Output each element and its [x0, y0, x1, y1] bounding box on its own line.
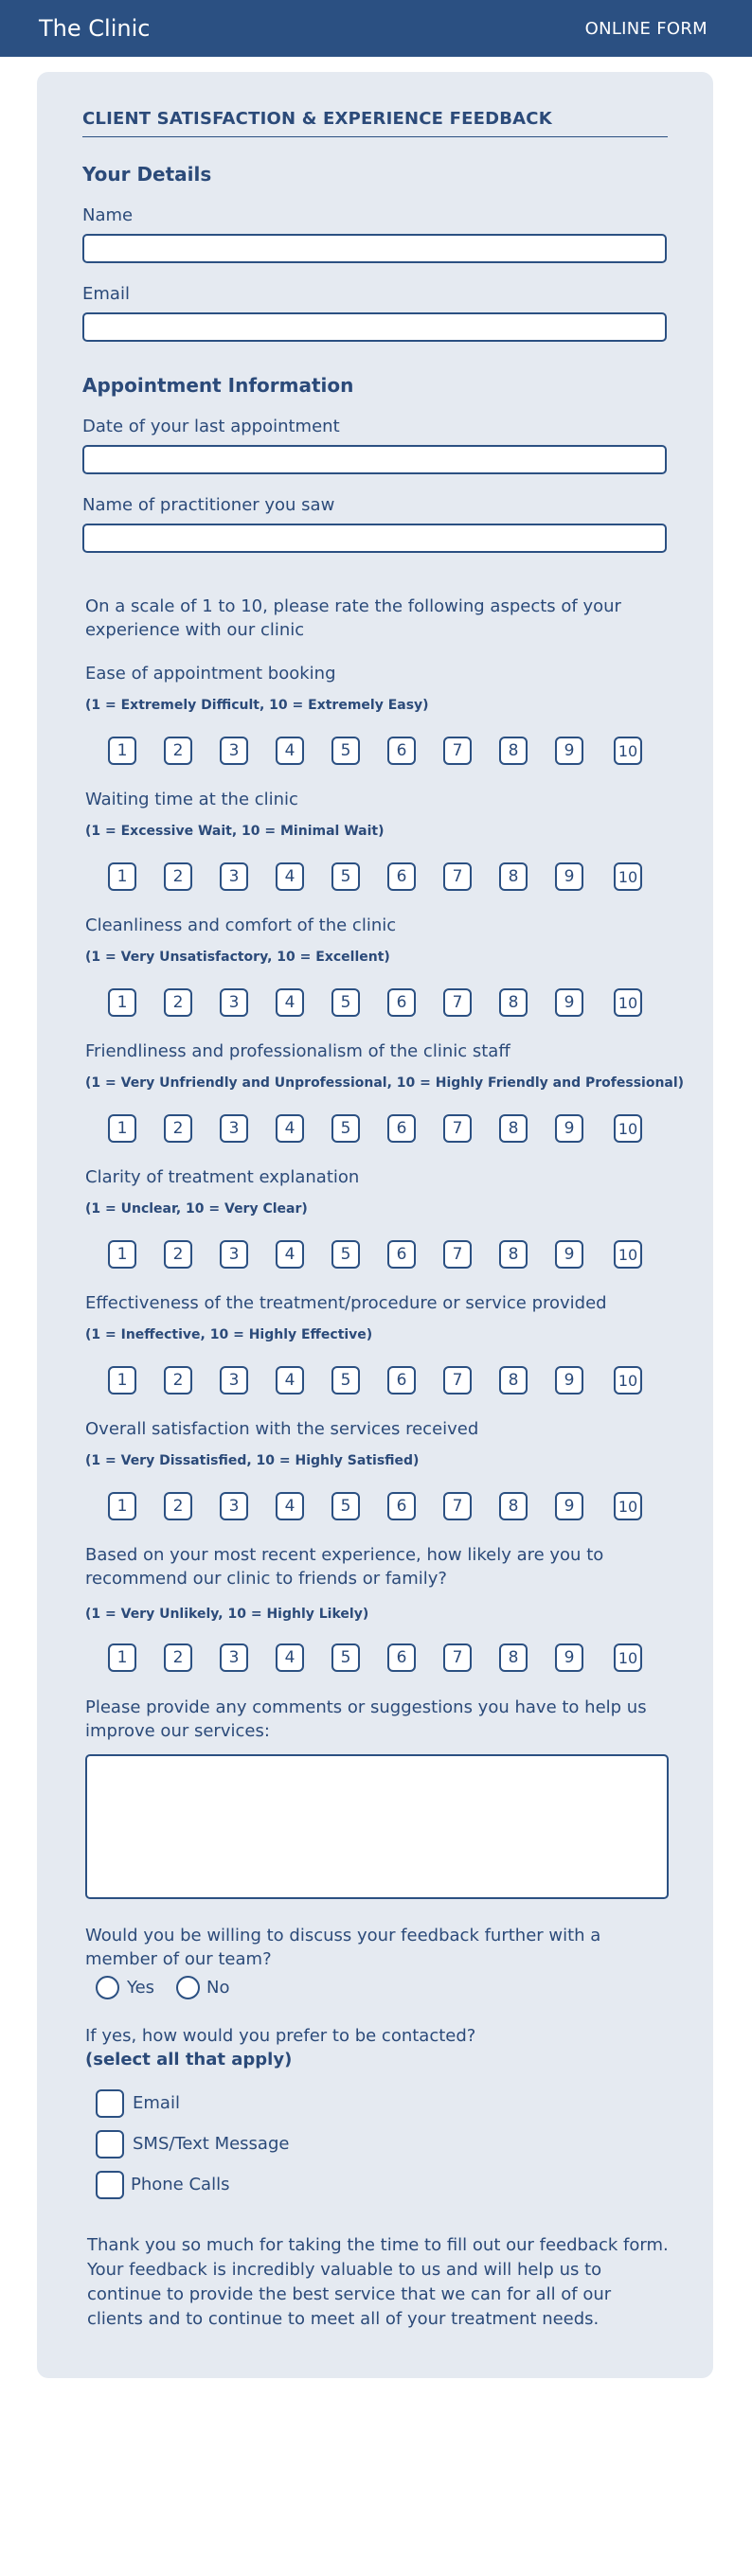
rating-option-9[interactable]: 9 [555, 1492, 583, 1520]
rating-option-5[interactable]: 5 [331, 1114, 360, 1143]
rating-row [108, 1492, 648, 1520]
rating-option-4[interactable]: 4 [276, 988, 304, 1017]
rating-option-1[interactable]: 1 [108, 737, 136, 765]
rating-option-4[interactable]: 4 [276, 737, 304, 765]
rating-row [108, 1366, 648, 1395]
rating-option-6[interactable]: 6 [387, 1492, 416, 1520]
rating-option-1[interactable]: 1 [108, 1366, 136, 1395]
rating-question-label: Clarity of treatment explanation [85, 1167, 360, 1187]
rating-question-label: Overall satisfaction with the services received [85, 1419, 479, 1439]
rating-option-6[interactable]: 6 [387, 1366, 416, 1395]
comments-textarea[interactable] [85, 1754, 669, 1899]
rating-option-9[interactable]: 9 [555, 1114, 583, 1143]
rating-option-3[interactable]: 3 [220, 1492, 248, 1520]
rating-row [108, 988, 648, 1017]
rating-option-7[interactable]: 7 [443, 862, 472, 891]
rating-option-6[interactable]: 6 [387, 1114, 416, 1143]
rating-question-label: Based on your most recent experience, how likely are you to recommend our clinic to friends or family? [85, 1545, 604, 1589]
rating-row [108, 1240, 648, 1269]
contact-phone-checkbox[interactable] [96, 2171, 124, 2199]
rating-option-4[interactable]: 4 [276, 1643, 304, 1672]
rating-option-4[interactable]: 4 [276, 1114, 304, 1143]
rating-option-8[interactable]: 8 [499, 1492, 528, 1520]
rating-option-2[interactable]: 2 [164, 1366, 192, 1395]
rating-option-4[interactable]: 4 [276, 862, 304, 891]
rating-scale-hint: (1 = Extremely Difficult, 10 = Extremely Easy) [85, 698, 429, 713]
email-field[interactable] [82, 312, 667, 342]
appointment-heading: Appointment Information [82, 374, 354, 397]
contact-phone-label: Phone Calls [131, 2175, 230, 2194]
rating-option-9[interactable]: 9 [555, 1366, 583, 1395]
rating-question-label: Effectiveness of the treatment/procedure or service provided [85, 1293, 607, 1313]
rating-scale-hint: (1 = Very Unsatisfactory, 10 = Excellent) [85, 950, 390, 965]
rating-option-5[interactable]: 5 [331, 1492, 360, 1520]
thank-you-message: Thank you so much for taking the time to fill out our feedback form. Your feedback is incredibly valuable to us and will help us to continue to provide the best service that we can for all of our clients and to continue to meet all of your treatment needs. [87, 2235, 669, 2329]
rating-option-3[interactable]: 3 [220, 1240, 248, 1269]
discuss-yes-label: Yes [127, 1978, 155, 1998]
rating-option-10[interactable]: 10 [614, 1240, 642, 1269]
ratings-intro: On a scale of 1 to 10, please rate the following aspects of your experience with our clinic [85, 596, 621, 640]
rating-option-7[interactable]: 7 [443, 1114, 472, 1143]
rating-option-5[interactable]: 5 [331, 862, 360, 891]
rating-option-1[interactable]: 1 [108, 1492, 136, 1520]
rating-option-3[interactable]: 3 [220, 1643, 248, 1672]
rating-option-9[interactable]: 9 [555, 1240, 583, 1269]
rating-option-7[interactable]: 7 [443, 1240, 472, 1269]
rating-scale-hint: (1 = Very Unfriendly and Unprofessional, 10 = Highly Friendly and Professional) [85, 1075, 685, 1091]
rating-scale-hint: (1 = Excessive Wait, 10 = Minimal Wait) [85, 824, 385, 839]
rating-option-6[interactable]: 6 [387, 1643, 416, 1672]
rating-option-2[interactable]: 2 [164, 862, 192, 891]
comments-label: Please provide any comments or suggestions you have to help us improve our services: [85, 1697, 647, 1741]
rating-option-1[interactable]: 1 [108, 862, 136, 891]
rating-option-9[interactable]: 9 [555, 988, 583, 1017]
rating-question-label: Ease of appointment booking [85, 664, 336, 684]
rating-option-1[interactable]: 1 [108, 1114, 136, 1143]
rating-option-8[interactable]: 8 [499, 1114, 528, 1143]
rating-option-3[interactable]: 3 [220, 737, 248, 765]
rating-option-10[interactable]: 10 [614, 1492, 642, 1520]
rating-option-8[interactable]: 8 [499, 1643, 528, 1672]
rating-option-6[interactable]: 6 [387, 1240, 416, 1269]
rating-option-5[interactable]: 5 [331, 988, 360, 1017]
rating-option-7[interactable]: 7 [443, 737, 472, 765]
contact-email-label: Email [133, 2093, 180, 2113]
rating-option-8[interactable]: 8 [499, 988, 528, 1017]
rating-scale-hint: (1 = Unclear, 10 = Very Clear) [85, 1201, 308, 1217]
email-label: Email [82, 284, 130, 304]
rating-question-label: Friendliness and professionalism of the clinic staff [85, 1041, 510, 1061]
rating-option-4[interactable]: 4 [276, 1492, 304, 1520]
rating-option-7[interactable]: 7 [443, 1366, 472, 1395]
rating-option-7[interactable]: 7 [443, 988, 472, 1017]
rating-option-10[interactable]: 10 [614, 988, 642, 1017]
rating-option-1[interactable]: 1 [108, 1240, 136, 1269]
rating-option-3[interactable]: 3 [220, 988, 248, 1017]
rating-option-3[interactable]: 3 [220, 1366, 248, 1395]
rating-option-7[interactable]: 7 [443, 1492, 472, 1520]
rating-option-4[interactable]: 4 [276, 1366, 304, 1395]
rating-option-9[interactable]: 9 [555, 737, 583, 765]
rating-option-8[interactable]: 8 [499, 1240, 528, 1269]
rating-scale-hint: (1 = Very Unlikely, 10 = Highly Likely) [85, 1607, 369, 1622]
discuss-label: Would you be willing to discuss your feedback further with a member of our team? [85, 1926, 601, 1969]
rating-option-2[interactable]: 2 [164, 737, 192, 765]
rating-scale-hint: (1 = Ineffective, 10 = Highly Effective) [85, 1327, 373, 1342]
rating-option-2[interactable]: 2 [164, 1643, 192, 1672]
rating-option-2[interactable]: 2 [164, 1114, 192, 1143]
header-bar [0, 0, 752, 57]
rating-option-2[interactable]: 2 [164, 988, 192, 1017]
name-field[interactable] [82, 234, 667, 263]
rating-option-10[interactable]: 10 [614, 862, 642, 891]
rating-option-1[interactable]: 1 [108, 988, 136, 1017]
rating-option-10[interactable]: 10 [614, 1114, 642, 1143]
rating-question-label: Cleanliness and comfort of the clinic [85, 915, 397, 935]
rating-option-8[interactable]: 8 [499, 862, 528, 891]
rating-option-9[interactable]: 9 [555, 862, 583, 891]
title-divider [82, 136, 668, 137]
rating-option-5[interactable]: 5 [331, 1643, 360, 1672]
form-title: CLIENT SATISFACTION & EXPERIENCE FEEDBACK [82, 109, 552, 129]
rating-row [108, 737, 648, 765]
appointment-date-label: Date of your last appointment [82, 417, 340, 436]
rating-option-4[interactable]: 4 [276, 1240, 304, 1269]
rating-option-6[interactable]: 6 [387, 862, 416, 891]
contact-label: If yes, how would you prefer to be contacted? [85, 2026, 476, 2046]
contact-sms-label: SMS/Text Message [133, 2134, 290, 2154]
rating-row [108, 862, 648, 891]
rating-row [108, 1643, 648, 1672]
practitioner-label: Name of practitioner you saw [82, 495, 335, 515]
appointment-date-field[interactable] [82, 445, 667, 474]
rating-option-8[interactable]: 8 [499, 737, 528, 765]
rating-scale-hint: (1 = Very Dissatisfied, 10 = Highly Satisfied) [85, 1453, 420, 1468]
contact-sublabel: (select all that apply) [85, 2050, 293, 2070]
rating-option-5[interactable]: 5 [331, 737, 360, 765]
discuss-yes-radio[interactable] [96, 1976, 119, 1999]
rating-row [108, 1114, 648, 1143]
rating-option-7[interactable]: 7 [443, 1643, 472, 1672]
rating-option-2[interactable]: 2 [164, 1492, 192, 1520]
rating-option-1[interactable]: 1 [108, 1643, 136, 1672]
practitioner-field[interactable] [82, 524, 667, 553]
details-heading: Your Details [82, 163, 212, 186]
discuss-no-radio[interactable] [176, 1976, 200, 1999]
clinic-brand: The Clinic [39, 15, 151, 42]
rating-option-3[interactable]: 3 [220, 862, 248, 891]
rating-option-5[interactable]: 5 [331, 1240, 360, 1269]
rating-option-6[interactable]: 6 [387, 988, 416, 1017]
rating-option-6[interactable]: 6 [387, 737, 416, 765]
rating-option-9[interactable]: 9 [555, 1643, 583, 1672]
contact-sms-checkbox[interactable] [96, 2130, 124, 2159]
rating-option-2[interactable]: 2 [164, 1240, 192, 1269]
name-label: Name [82, 205, 134, 225]
contact-email-checkbox[interactable] [96, 2089, 124, 2118]
discuss-no-label: No [206, 1978, 230, 1998]
rating-option-3[interactable]: 3 [220, 1114, 248, 1143]
form-tag: ONLINE FORM [584, 19, 707, 39]
rating-option-10[interactable]: 10 [614, 737, 642, 765]
rating-option-10[interactable]: 10 [614, 1366, 642, 1395]
rating-option-10[interactable]: 10 [614, 1643, 642, 1672]
rating-option-5[interactable]: 5 [331, 1366, 360, 1395]
rating-option-8[interactable]: 8 [499, 1366, 528, 1395]
rating-question-label: Waiting time at the clinic [85, 790, 298, 809]
